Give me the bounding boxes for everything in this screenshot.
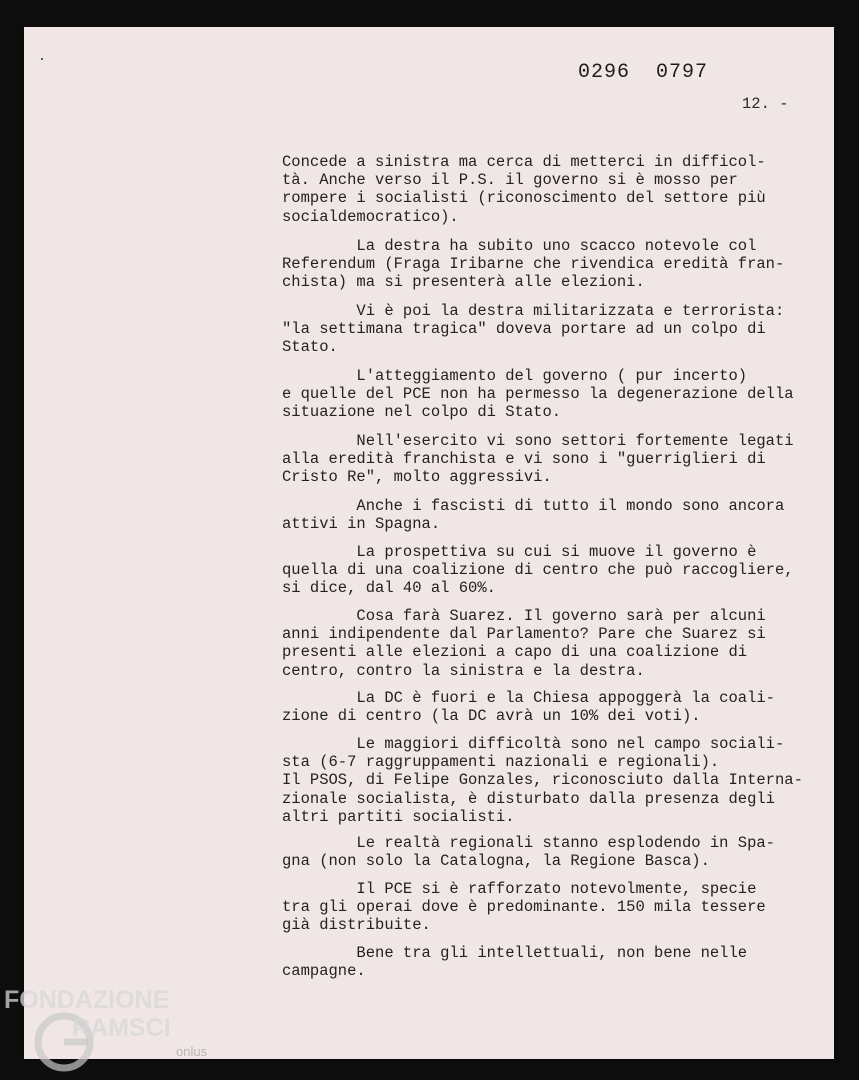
paragraph-9: La DC è fuori e la Chiesa appoggerà la coali- zione di centro (la DC avrà un 10% dei voti).	[282, 689, 775, 726]
paragraph-10: Le maggiori difficoltà sono nel campo sociali- sta (6-7 raggruppamenti nazionali e regionali). Il PSOS, di Felipe Gonzales, riconosciuto dalla Interna- zionale socialista, è disturbato dalla presenza degli altri partiti socialisti.	[282, 735, 803, 826]
paragraph-2: La destra ha subito uno scacco notevole col Referendum (Fraga Iribarne che rivendica eredità fran- chista) ma si presenterà alle elezioni.	[282, 237, 785, 292]
paragraph-4: L'atteggiamento del governo ( pur incerto) e quelle del PCE non ha permesso la degenerazione della situazione nel colpo di Stato.	[282, 367, 794, 422]
paragraph-7: La prospettiva su cui si muove il governo è quella di una coalizione di centro che può raccogliere, si dice, dal 40 al 60%.	[282, 543, 794, 598]
watermark-line1: FONDAZIONE	[4, 986, 170, 1014]
document-page	[24, 27, 834, 1059]
fondazione-gramsci-watermark	[4, 986, 219, 1080]
paragraph-6: Anche i fascisti di tutto il mondo sono ancora attivi in Spagna.	[282, 497, 785, 534]
paragraph-13: Bene tra gli intellettuali, non bene nelle campagne.	[282, 944, 748, 981]
paragraph-3: Vi è poi la destra militarizzata e terrorista: "la settimana tragica" doveva portare ad un colpo di Stato.	[282, 302, 785, 357]
watermark-line2: RAMSCI	[72, 1014, 171, 1042]
page-number: 12. -	[742, 95, 789, 113]
document-number: 0296 0797	[578, 61, 709, 84]
paragraph-5: Nell'esercito vi sono settori fortemente legati alla eredità franchista e vi sono i "guerriglieri di Cristo Re", molto aggressivi.	[282, 432, 794, 487]
paragraph-1: Concede a sinistra ma cerca di metterci in difficol- tà. Anche verso il P.S. il governo si è mosso per rompere i socialisti (riconoscimento del settore più socialdemocratico).	[282, 153, 766, 226]
paragraph-8: Cosa farà Suarez. Il governo sarà per alcuni anni indipendente dal Parlamento? Pare che Suarez si presenti alle elezioni a capo di una coalizione di centro, contro la sinistra e la destra.	[282, 607, 766, 680]
watermark-suffix: onlus	[176, 1044, 208, 1059]
paragraph-12: Il PCE si è rafforzato notevolmente, specie tra gli operai dove è predominante. 150 mila tessere già distribuite.	[282, 880, 766, 935]
paragraph-11: Le realtà regionali stanno esplodendo in Spa- gna (non solo la Catalogna, la Regione Basca).	[282, 834, 775, 871]
paper-speck	[41, 58, 43, 60]
